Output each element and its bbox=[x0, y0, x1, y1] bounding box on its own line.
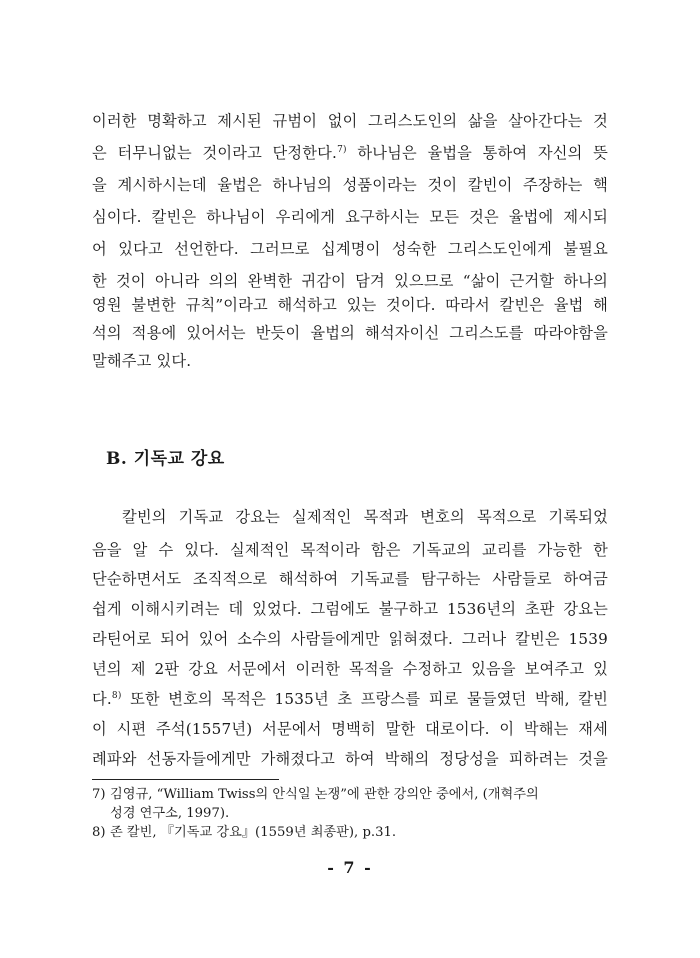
body-text-line: 심이다. 칼빈은 하나님이 우리에게 요구하시는 모든 것은 율법에 제시되 bbox=[92, 208, 608, 226]
body-text-line: 년의 제 2판 강요 서문에서 이러한 목적을 수정하고 있음을 보여주고 있 bbox=[92, 660, 608, 678]
footnote-divider bbox=[92, 779, 279, 780]
footnote-number: 8) bbox=[92, 825, 106, 840]
body-text-line: 이 시편 주석(1557년) 서문에서 명백히 말한 대로이다. 이 박해는 재세 bbox=[92, 720, 608, 738]
section-heading: B. 기독교 강요 bbox=[106, 449, 225, 469]
body-text-line: 말해주고 있다. bbox=[92, 352, 192, 370]
footnote-reference: 7) bbox=[337, 144, 347, 155]
body-text-line: 영원 불변한 규칙”이라고 해석하고 있는 것이다. 따라서 칼빈은 율법 해 bbox=[92, 296, 608, 314]
body-text-line: 어 있다고 선언한다. 그러므로 십계명이 성숙한 그리스도인에게 불필요 bbox=[92, 240, 608, 258]
page-number: - 7 - bbox=[327, 858, 373, 877]
body-text-line bbox=[92, 689, 608, 709]
body-text-line: 을 계시하시는데 율법은 하나님의 성품이라는 것이 칼빈이 주장하는 핵 bbox=[92, 176, 608, 194]
body-text-segment: 은 터무니없는 것이라고 단정한다. bbox=[92, 144, 338, 162]
body-text-line: 이러한 명확하고 제시된 규범이 없이 그리스도인의 삶을 살아간다는 것 bbox=[92, 112, 608, 130]
body-text-line: 단순하면서도 조직적으로 해석하여 기독교를 탐구하는 사람들로 하여금 bbox=[92, 570, 608, 588]
footnote-8 bbox=[92, 824, 608, 842]
footnote-number: 7) bbox=[92, 787, 106, 802]
body-text-line: 례파와 선동자들에게만 가해졌다고 하여 박해의 정당성을 피하려는 것을 bbox=[92, 750, 608, 768]
body-text-line: 한 것이 아니라 의의 완벽한 귀감이 담겨 있으므로 “삶이 근거할 하나의 bbox=[92, 272, 608, 290]
body-text-line: 라틴어로 되어 있어 소수의 사람들에게만 읽혀졌다. 그러나 칼빈은 1539 bbox=[92, 630, 608, 648]
body-text-line: 쉽게 이해시키려는 데 있었다. 그럼에도 불구하고 1536년의 초판 강요는 bbox=[92, 600, 608, 618]
footnote-7-continued: 성경 연구소, 1997). bbox=[110, 806, 230, 821]
body-text-line bbox=[92, 143, 608, 163]
footnote-reference: 8) bbox=[111, 690, 122, 701]
body-text-segment: 다. bbox=[92, 690, 112, 708]
body-text-line: 칼빈의 기독교 강요는 실제적인 목적과 변호의 목적으로 기록되었 bbox=[122, 508, 608, 526]
footnote-text: 존 칼빈, 『기독교 강요』(1559년 최종판), p.31. bbox=[110, 825, 397, 840]
footnote-text: 김영규, “William Twiss의 안식일 논쟁”에 관한 강의안 중에서, (개혁주의 bbox=[110, 787, 539, 802]
body-text-segment: 또한 변호의 목적은 1535년 초 프랑스를 피로 물들였던 박해, 칼빈 bbox=[130, 690, 609, 708]
body-text-line: 음을 알 수 있다. 실제적인 목적이라 함은 기독교의 교리를 가능한 한 bbox=[92, 541, 608, 559]
footnote-7 bbox=[92, 786, 608, 804]
body-text-line: 석의 적용에 있어서는 반듯이 율법의 해석자이신 그리스도를 따라야함을 bbox=[92, 324, 608, 342]
body-text-segment: 하나님은 율법을 통하여 자신의 뜻 bbox=[357, 144, 609, 162]
